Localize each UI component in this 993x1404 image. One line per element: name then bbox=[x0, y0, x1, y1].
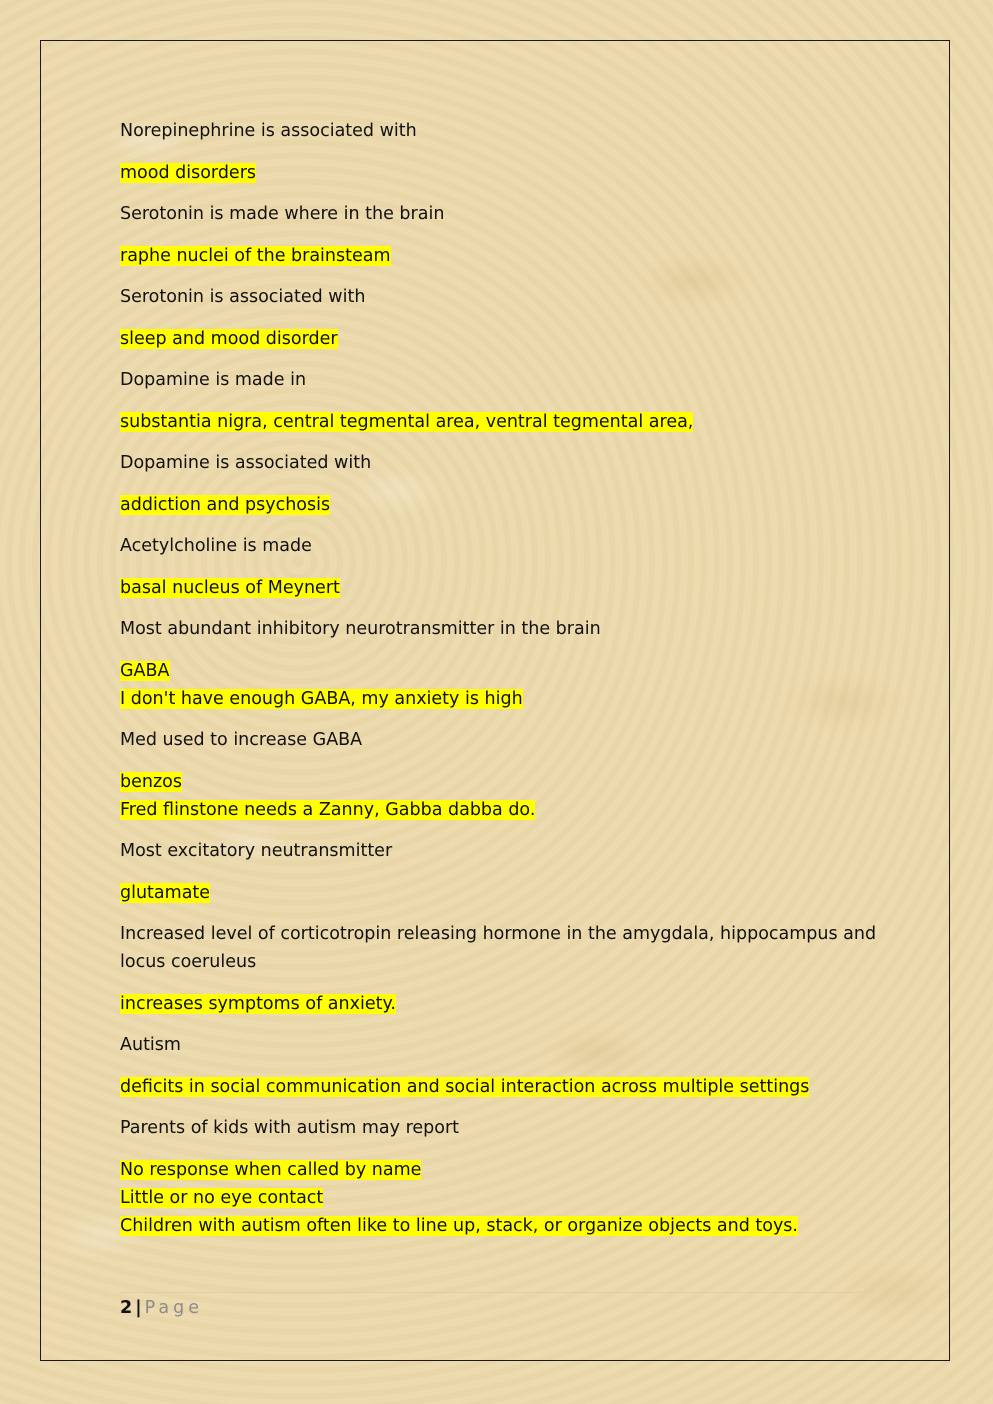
highlighted-answer: I don't have enough GABA, my anxiety is high bbox=[120, 688, 523, 709]
answer-block bbox=[120, 491, 880, 519]
answer-block bbox=[120, 879, 880, 907]
highlighted-answer: mood disorders bbox=[120, 162, 257, 183]
answer-block bbox=[120, 657, 880, 713]
question-text: Med used to increase GABA bbox=[120, 730, 363, 750]
highlighted-answer: Fred flinstone needs a Zanny, Gabba dabba do. bbox=[120, 799, 536, 820]
highlighted-answer: GABA bbox=[120, 660, 170, 681]
highlighted-answer: sleep and mood disorder bbox=[120, 328, 338, 349]
question-text: Acetylcholine is made bbox=[120, 536, 312, 556]
answer-block bbox=[120, 325, 880, 353]
answer-block bbox=[120, 408, 880, 436]
highlighted-answer: addiction and psychosis bbox=[120, 494, 331, 515]
answer-block bbox=[120, 574, 880, 602]
question-text: Most abundant inhibitory neurotransmitter in the brain bbox=[120, 619, 601, 639]
page-footer bbox=[120, 1295, 203, 1321]
question-text: Parents of kids with autism may report bbox=[120, 1118, 460, 1138]
highlighted-answer: basal nucleus of Meynert bbox=[120, 577, 340, 598]
question-text: Autism bbox=[120, 1035, 181, 1055]
document-body bbox=[120, 117, 880, 1253]
question-text: Dopamine is associated with bbox=[120, 453, 372, 473]
page-number: 2 bbox=[120, 1298, 133, 1318]
highlighted-answer: deficits in social communication and social interaction across multiple settings bbox=[120, 1076, 810, 1097]
question-text: Most excitatory neutransmitter bbox=[120, 841, 393, 861]
highlighted-answer: increases symptoms of anxiety. bbox=[120, 993, 396, 1014]
answer-block bbox=[120, 159, 880, 187]
answer-block bbox=[120, 990, 880, 1018]
highlighted-answer: benzos bbox=[120, 771, 182, 792]
page-label: Page bbox=[144, 1298, 203, 1318]
question-text: Serotonin is associated with bbox=[120, 287, 366, 307]
question-text: Dopamine is made in bbox=[120, 370, 307, 390]
question-text: Norepinephrine is associated with bbox=[120, 121, 417, 141]
question-text: Increased level of corticotropin releasing hormone in the amygdala, hippocampus and locus coeruleus bbox=[120, 924, 877, 972]
answer-block bbox=[120, 768, 880, 824]
footer-separator: | bbox=[135, 1298, 142, 1318]
highlighted-answer: Children with autism often like to line up, stack, or organize objects and toys. bbox=[120, 1215, 798, 1236]
footer-divider bbox=[120, 1292, 860, 1293]
answer-block bbox=[120, 1073, 880, 1101]
highlighted-answer: Little or no eye contact bbox=[120, 1187, 324, 1208]
highlighted-answer: raphe nuclei of the brainsteam bbox=[120, 245, 391, 266]
answer-block bbox=[120, 242, 880, 270]
answer-block bbox=[120, 1156, 880, 1240]
highlighted-answer: substantia nigra, central tegmental area, ventral tegmental area, bbox=[120, 411, 694, 432]
question-text: Serotonin is made where in the brain bbox=[120, 204, 445, 224]
highlighted-answer: glutamate bbox=[120, 882, 211, 903]
highlighted-answer: No response when called by name bbox=[120, 1159, 422, 1180]
